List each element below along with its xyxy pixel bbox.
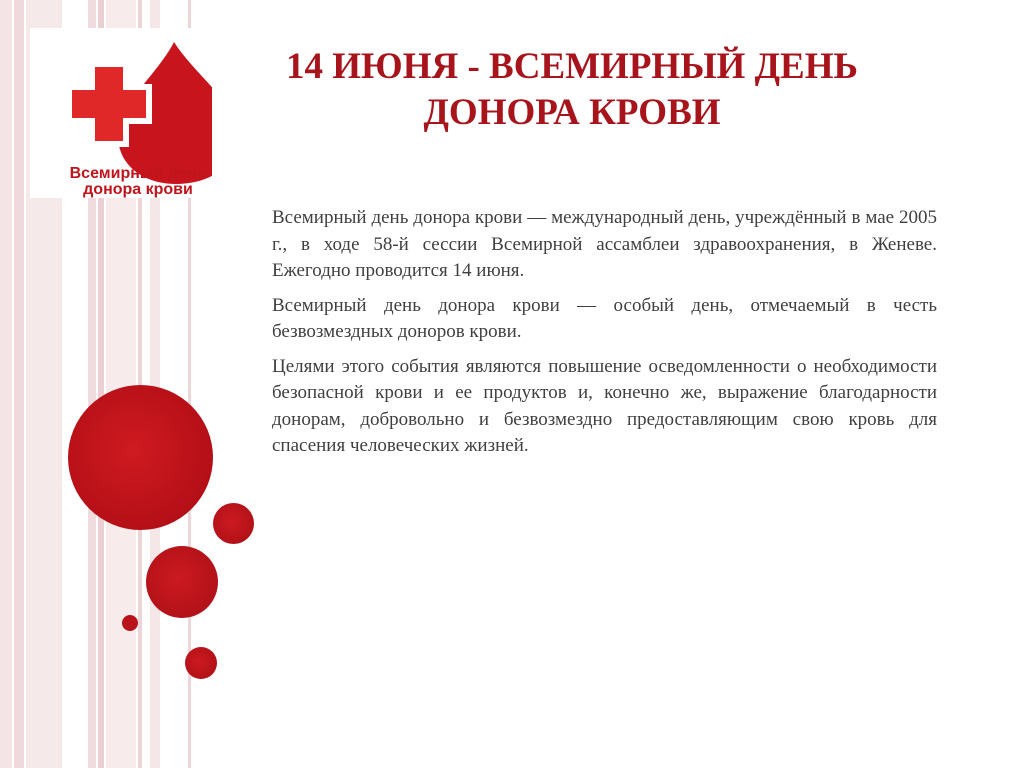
- decorative-circle-large: [68, 385, 213, 530]
- slide-body: [272, 205, 937, 468]
- title-line-2: ДОНОРА КРОВИ: [423, 92, 721, 133]
- paragraph-3: Целями этого события являются повышение осведомленности о необходимости безопасной крови и ее продуктов и, конечно же, выражение благодарности донорам, добровольно и безвозмездно предоставляющим свою кровь для спасения человеческих жизней.: [272, 355, 937, 456]
- slide-title: [200, 44, 944, 136]
- decorative-circle-medium: [146, 546, 218, 618]
- decorative-circle-small: [213, 503, 254, 544]
- paragraph-2: Всемирный день донора крови — особый день, отмечаемый в честь безвозмездных доноров крови.: [272, 294, 937, 342]
- logo-caption-line-2: донора крови: [83, 181, 193, 198]
- world-blood-donor-day-logo: [30, 28, 212, 198]
- title-line-1: 14 ИЮНЯ - ВСЕМИРНЫЙ ДЕНЬ: [286, 46, 858, 87]
- paragraph-1: Всемирный день донора крови — международный день, учреждённый в мае 2005 г., в ходе 58-й сессии Всемирной ассамблеи здравоохранения, в Женеве. Ежегодно проводится 14 июня.: [272, 207, 937, 281]
- decorative-circle-tiny: [122, 615, 138, 631]
- decorative-circle-small-bottom: [185, 647, 217, 679]
- logo-caption-line-1: Всемирный день: [69, 165, 207, 182]
- logo-caption: [48, 166, 228, 198]
